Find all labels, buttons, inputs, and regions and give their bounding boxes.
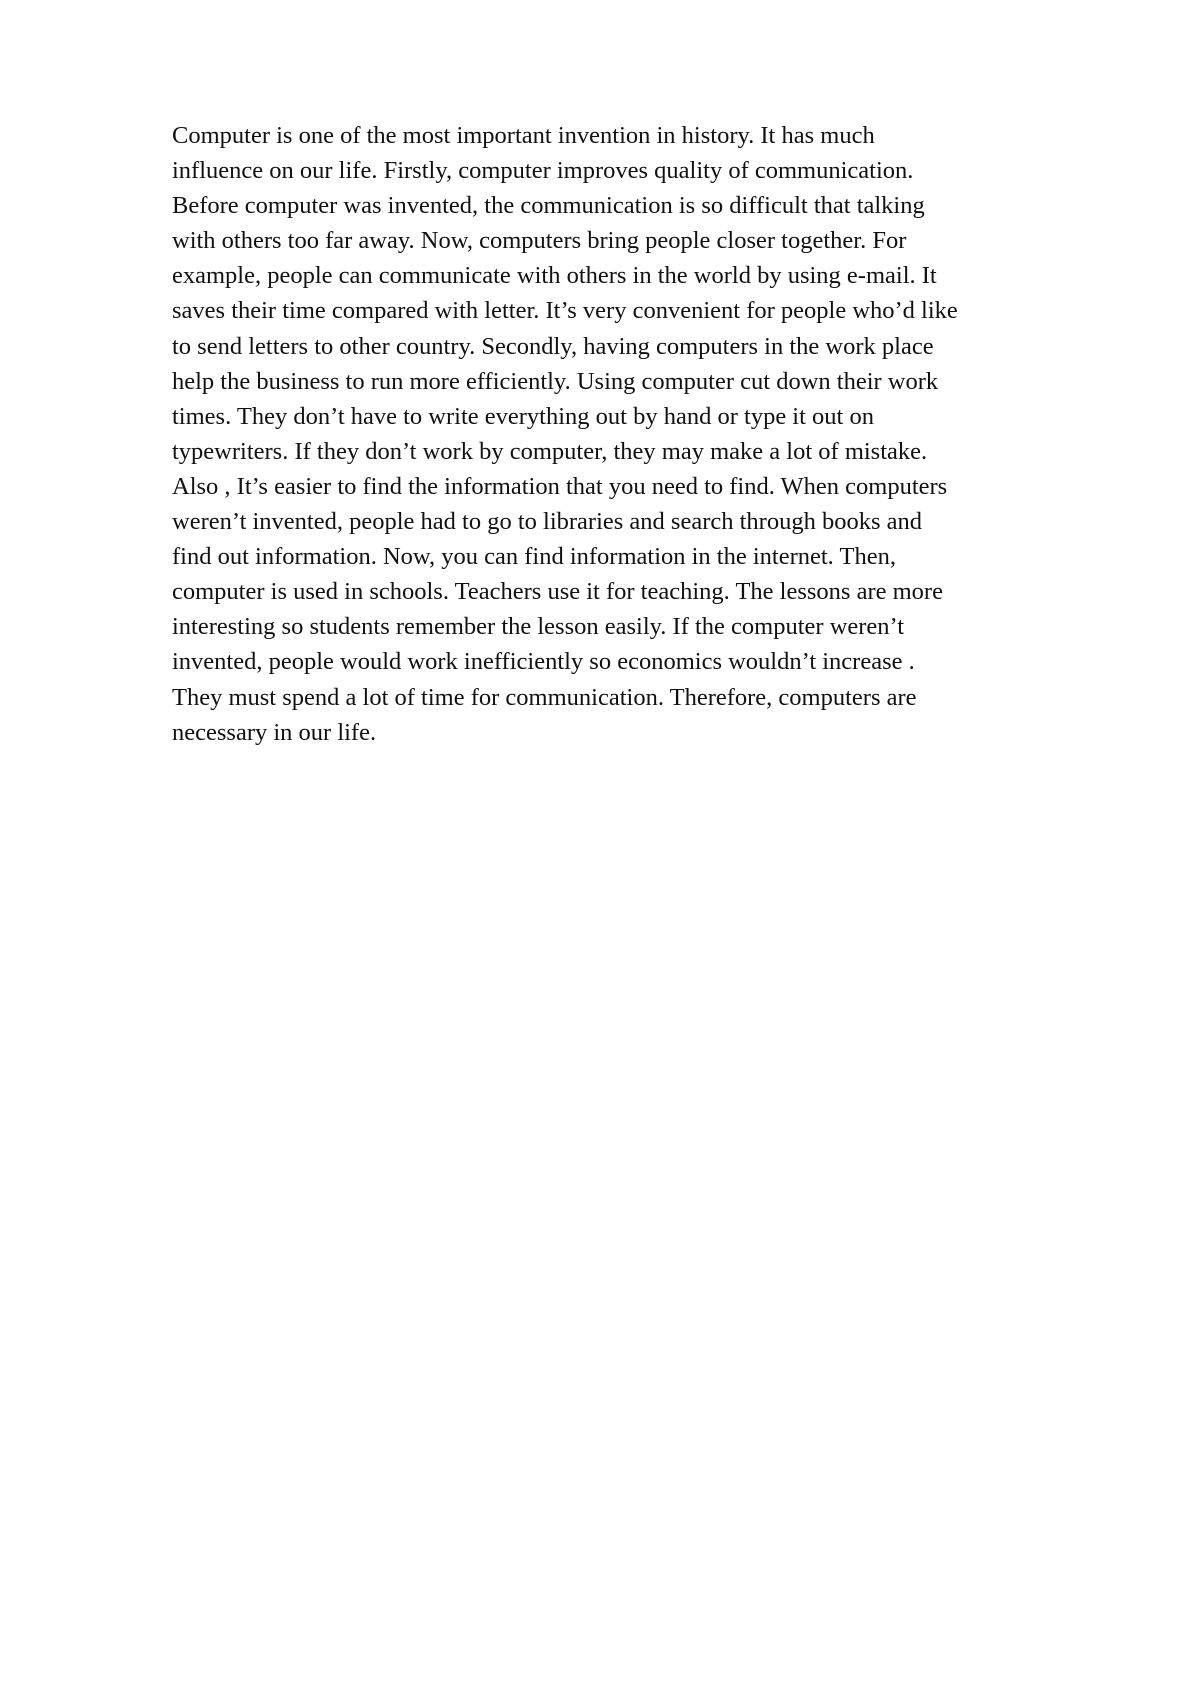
essay-paragraph xyxy=(172,118,1092,750)
text-line: to send letters to other country. Secondly, having computers in the work place xyxy=(172,332,934,360)
text-line: invented, people would work inefficiently so economics wouldn’t increase . xyxy=(172,648,915,676)
text-line: typewriters. If they don’t work by computer, they may make a lot of mistake. xyxy=(172,437,928,465)
text-line: saves their time compared with letter. It’s very convenient for people who’d like xyxy=(172,297,958,325)
text-line: Also , It’s easier to find the information that you need to find. When computers xyxy=(172,472,948,500)
text-line: Computer is one of the most important invention in history. It has much xyxy=(172,122,875,149)
text-line: computer is used in schools. Teachers use it for teaching. The lessons are more xyxy=(172,578,943,606)
text-line: Before computer was invented, the communication is so difficult that talking xyxy=(172,192,925,220)
text-line: interesting so students remember the lesson easily. If the computer weren’t xyxy=(172,613,905,641)
text-line: They must spend a lot of time for communication. Therefore, computers are xyxy=(172,683,917,711)
text-line: with others too far away. Now, computers bring people closer together. For xyxy=(172,227,907,255)
text-line: weren’t invented, people had to go to libraries and search through books and xyxy=(172,508,922,536)
text-line: help the business to run more efficiently. Using computer cut down their work xyxy=(172,367,939,395)
text-line: times. They don’t have to write everything out by hand or type it out on xyxy=(172,402,874,430)
text-line: find out information. Now, you can find information in the internet. Then, xyxy=(172,543,896,571)
text-line: necessary in our life. xyxy=(172,718,377,746)
text-line: influence on our life. Firstly, computer improves quality of communication. xyxy=(172,157,914,185)
text-line: example, people can communicate with others in the world by using e-mail. It xyxy=(172,262,937,290)
